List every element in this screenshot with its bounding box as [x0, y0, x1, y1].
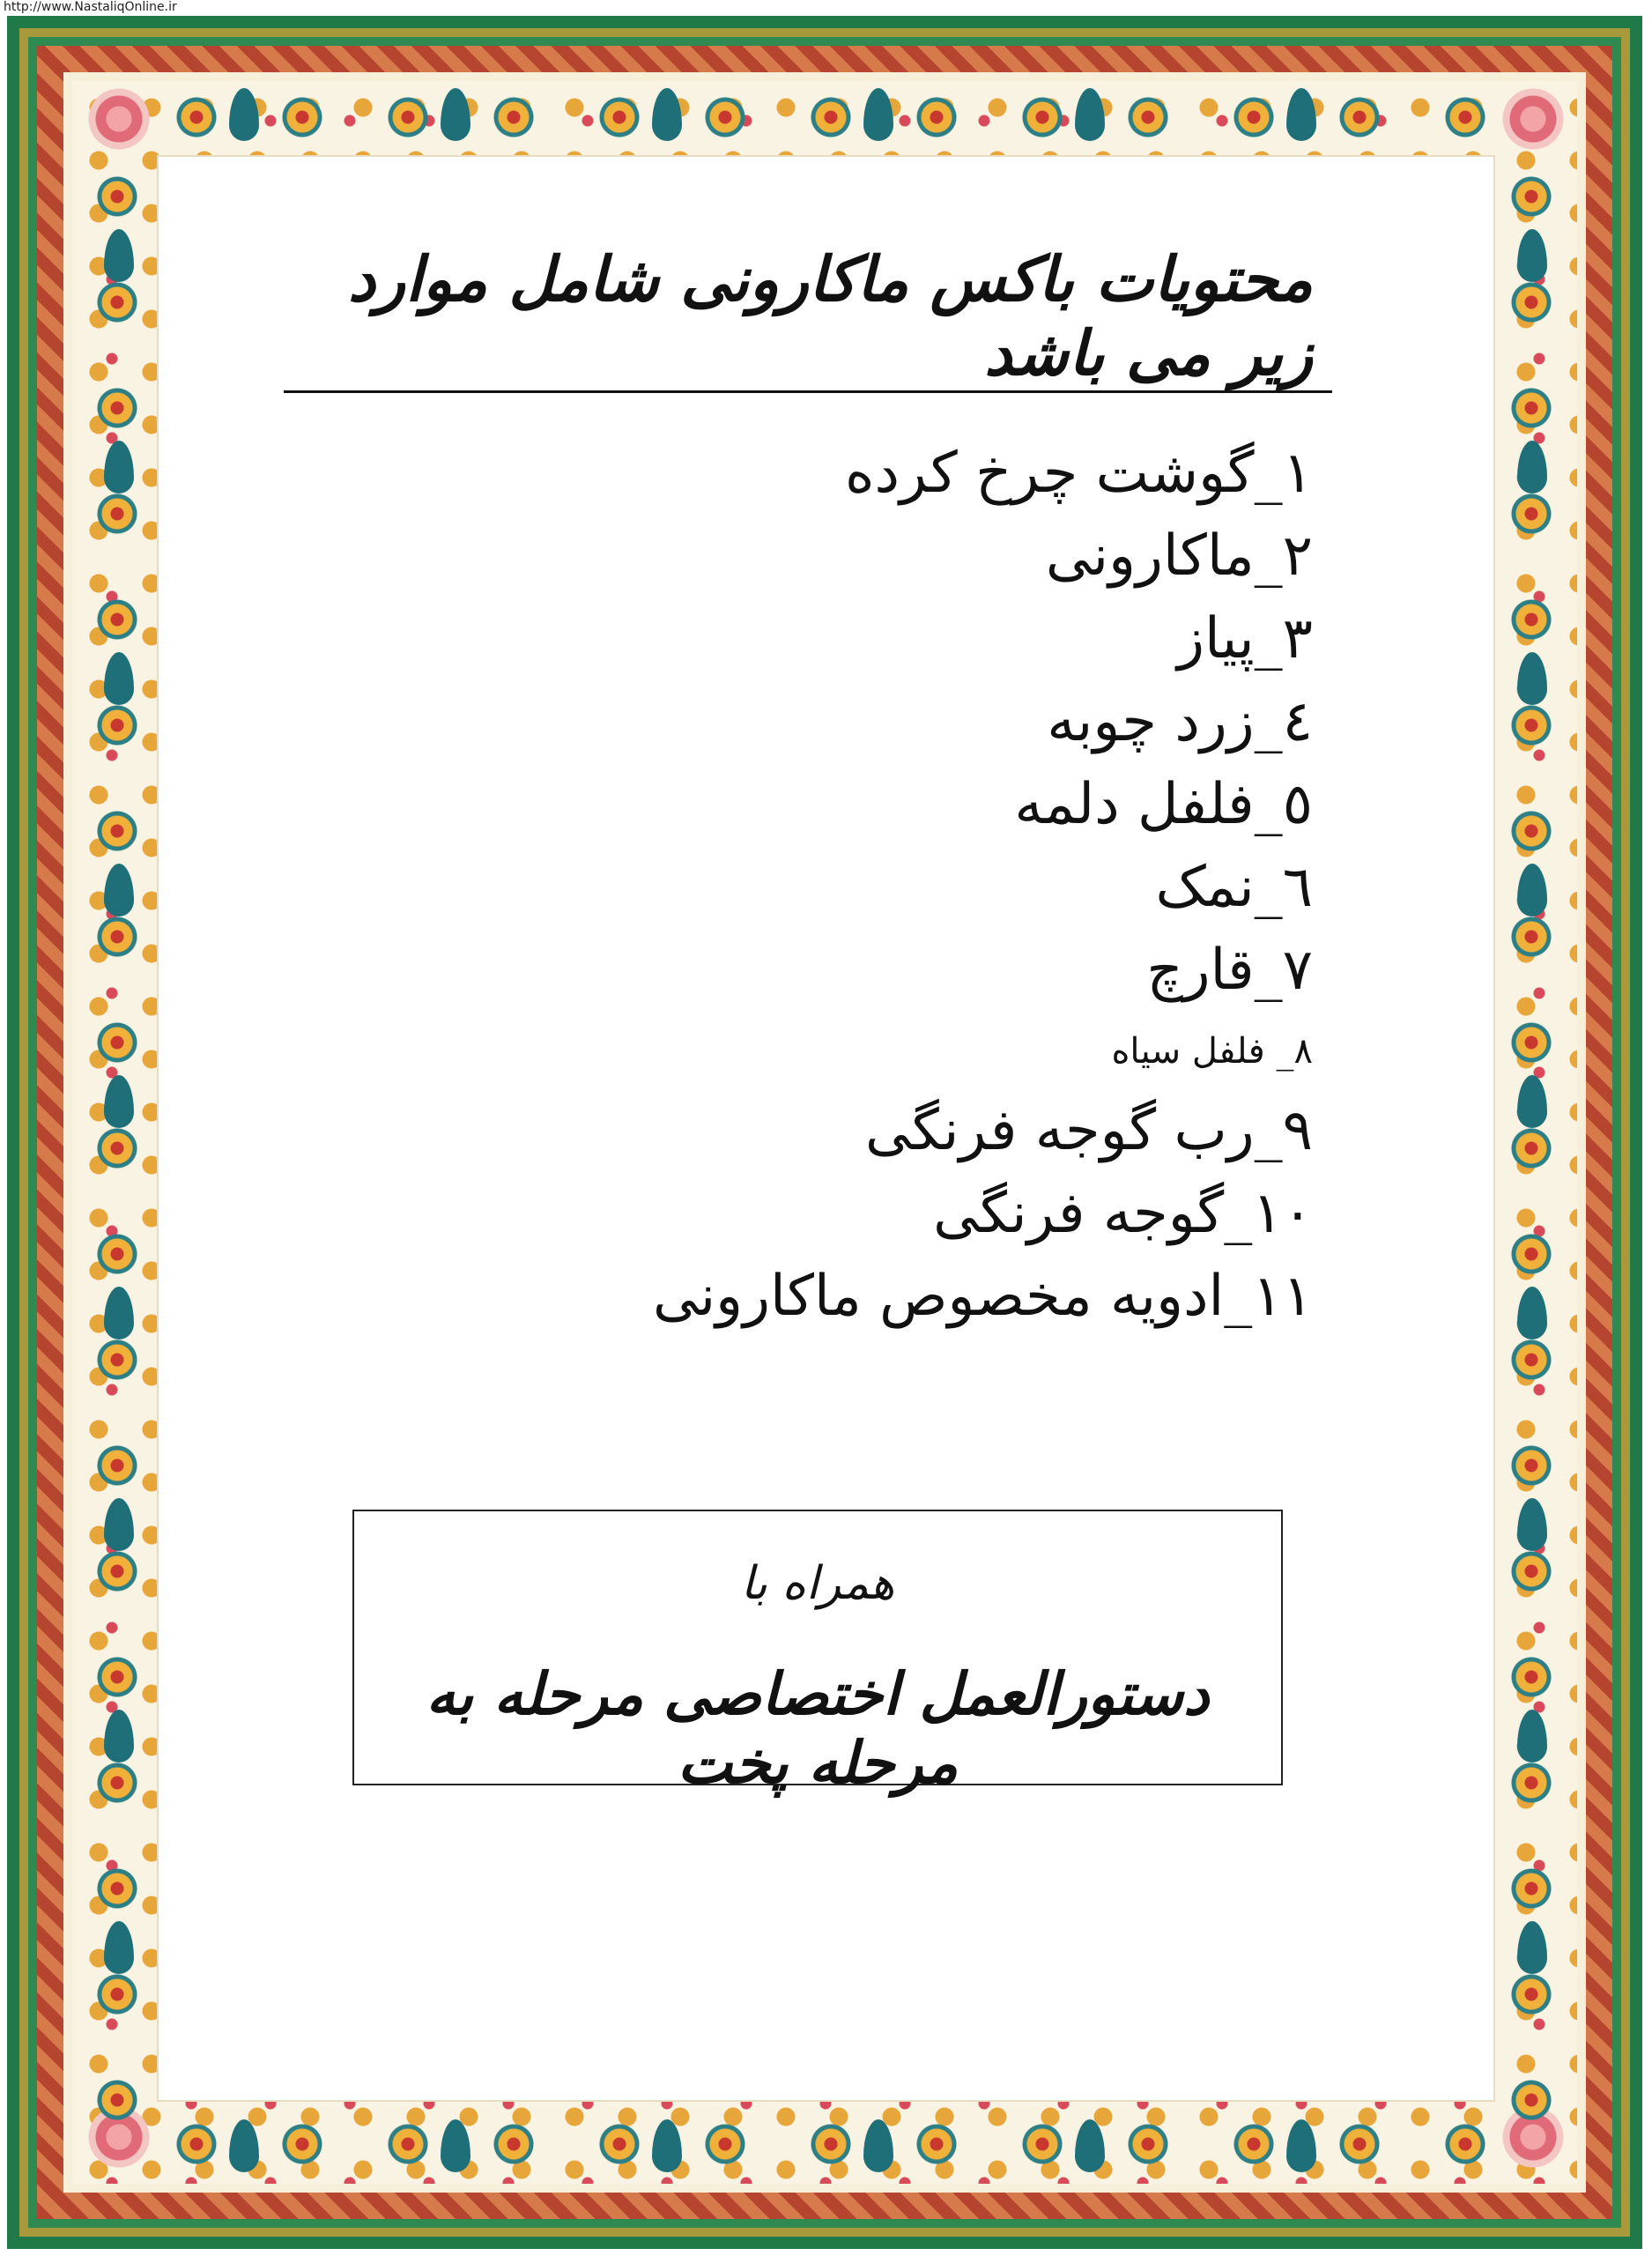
note-line-1: همراه با [740, 1557, 895, 1610]
flower-icon [97, 1340, 137, 1380]
flower-icon [97, 494, 137, 534]
flower-icon [705, 97, 745, 137]
flower-icon [97, 1128, 137, 1169]
flower-icon [1022, 97, 1063, 137]
list-item: ۱_گوشت چرخ کرده [844, 441, 1313, 506]
flower-icon [97, 1022, 137, 1063]
flower-icon [97, 282, 137, 323]
list-item: ۱۱_ادویه مخصوص ماکارونی [653, 1264, 1313, 1329]
flower-icon [1128, 2124, 1168, 2164]
list-item: ۱۰_گوجه فرنگی [933, 1181, 1313, 1246]
flower-icon [1511, 1657, 1552, 1697]
list-item: ٦_نمک [1155, 855, 1313, 920]
flower-icon [1511, 1445, 1552, 1486]
flower-icon [97, 599, 137, 640]
list-item: ٥_فلفل دلمه [1014, 772, 1313, 837]
flower-icon [97, 916, 137, 957]
flower-icon [1445, 2124, 1485, 2164]
corner-rose-icon [88, 88, 150, 150]
contents-list [617, 441, 1313, 1351]
flower-icon [705, 2124, 745, 2164]
flower-icon [1511, 494, 1552, 534]
flower-icon [1128, 97, 1168, 137]
flower-icon [97, 176, 137, 217]
site-url: http://www.NastaliqOnline.ir [4, 0, 177, 14]
list-item: ٤_زرد چوبه [1047, 689, 1313, 754]
list-item: ۲_ماکارونی [1045, 523, 1313, 589]
flower-icon [1511, 1234, 1552, 1274]
flower-icon [1511, 1974, 1552, 2015]
flower-icon [599, 2124, 640, 2164]
corner-rose-icon [1502, 88, 1564, 150]
flower-icon [388, 97, 428, 137]
flower-icon [97, 1974, 137, 2015]
flower-icon [1339, 97, 1380, 137]
flower-icon [97, 1234, 137, 1274]
flower-icon [97, 388, 137, 428]
flower-icon [97, 1868, 137, 1909]
list-item: ۷_قارچ [1146, 938, 1313, 1003]
flower-icon [1511, 811, 1552, 851]
flower-icon [176, 97, 217, 137]
flower-icon [1511, 916, 1552, 957]
flower-icon [1511, 1551, 1552, 1592]
flower-icon [1233, 97, 1274, 137]
flower-icon [1511, 2080, 1552, 2120]
flower-icon [1511, 599, 1552, 640]
flower-icon [97, 1657, 137, 1697]
flower-icon [176, 2124, 217, 2164]
flower-icon [1511, 176, 1552, 217]
flower-icon [97, 1551, 137, 1592]
flower-icon [1511, 1868, 1552, 1909]
flower-icon [811, 97, 851, 137]
flower-icon [811, 2124, 851, 2164]
flower-icon [1233, 2124, 1274, 2164]
recipe-note-box [352, 1510, 1283, 1797]
flower-icon [916, 2124, 957, 2164]
page-title: محتویات باکس ماکارونی شامل موارد زیر می باشد [347, 242, 1313, 390]
flower-icon [388, 2124, 428, 2164]
flower-icon [97, 811, 137, 851]
flower-icon [916, 97, 957, 137]
flower-icon [1022, 2124, 1063, 2164]
flower-icon [599, 97, 640, 137]
list-item: ۸_ فلفل سیاه [1111, 1031, 1313, 1072]
flower-icon [1511, 1762, 1552, 1803]
flower-icon [493, 2124, 534, 2164]
flower-icon [1511, 1340, 1552, 1380]
flower-icon [282, 97, 322, 137]
flower-icon [493, 97, 534, 137]
flower-icon [97, 2080, 137, 2120]
flower-icon [1445, 97, 1485, 137]
title-underline [284, 390, 1332, 393]
flower-icon [1511, 1128, 1552, 1169]
list-item: ۳_پیاز [1177, 606, 1313, 672]
flower-icon [1511, 282, 1552, 323]
flower-icon [97, 1445, 137, 1486]
flower-icon [1511, 388, 1552, 428]
flower-icon [1339, 2124, 1380, 2164]
flower-icon [1511, 705, 1552, 746]
flower-icon [1511, 1022, 1552, 1063]
note-line-2: دستورالعمل اختصاصی مرحله به مرحله پخت [426, 1659, 1210, 1797]
flower-icon [97, 705, 137, 746]
flower-icon [97, 1762, 137, 1803]
flower-icon [282, 2124, 322, 2164]
list-item: ۹_رب گوجه فرنگی [864, 1098, 1313, 1163]
